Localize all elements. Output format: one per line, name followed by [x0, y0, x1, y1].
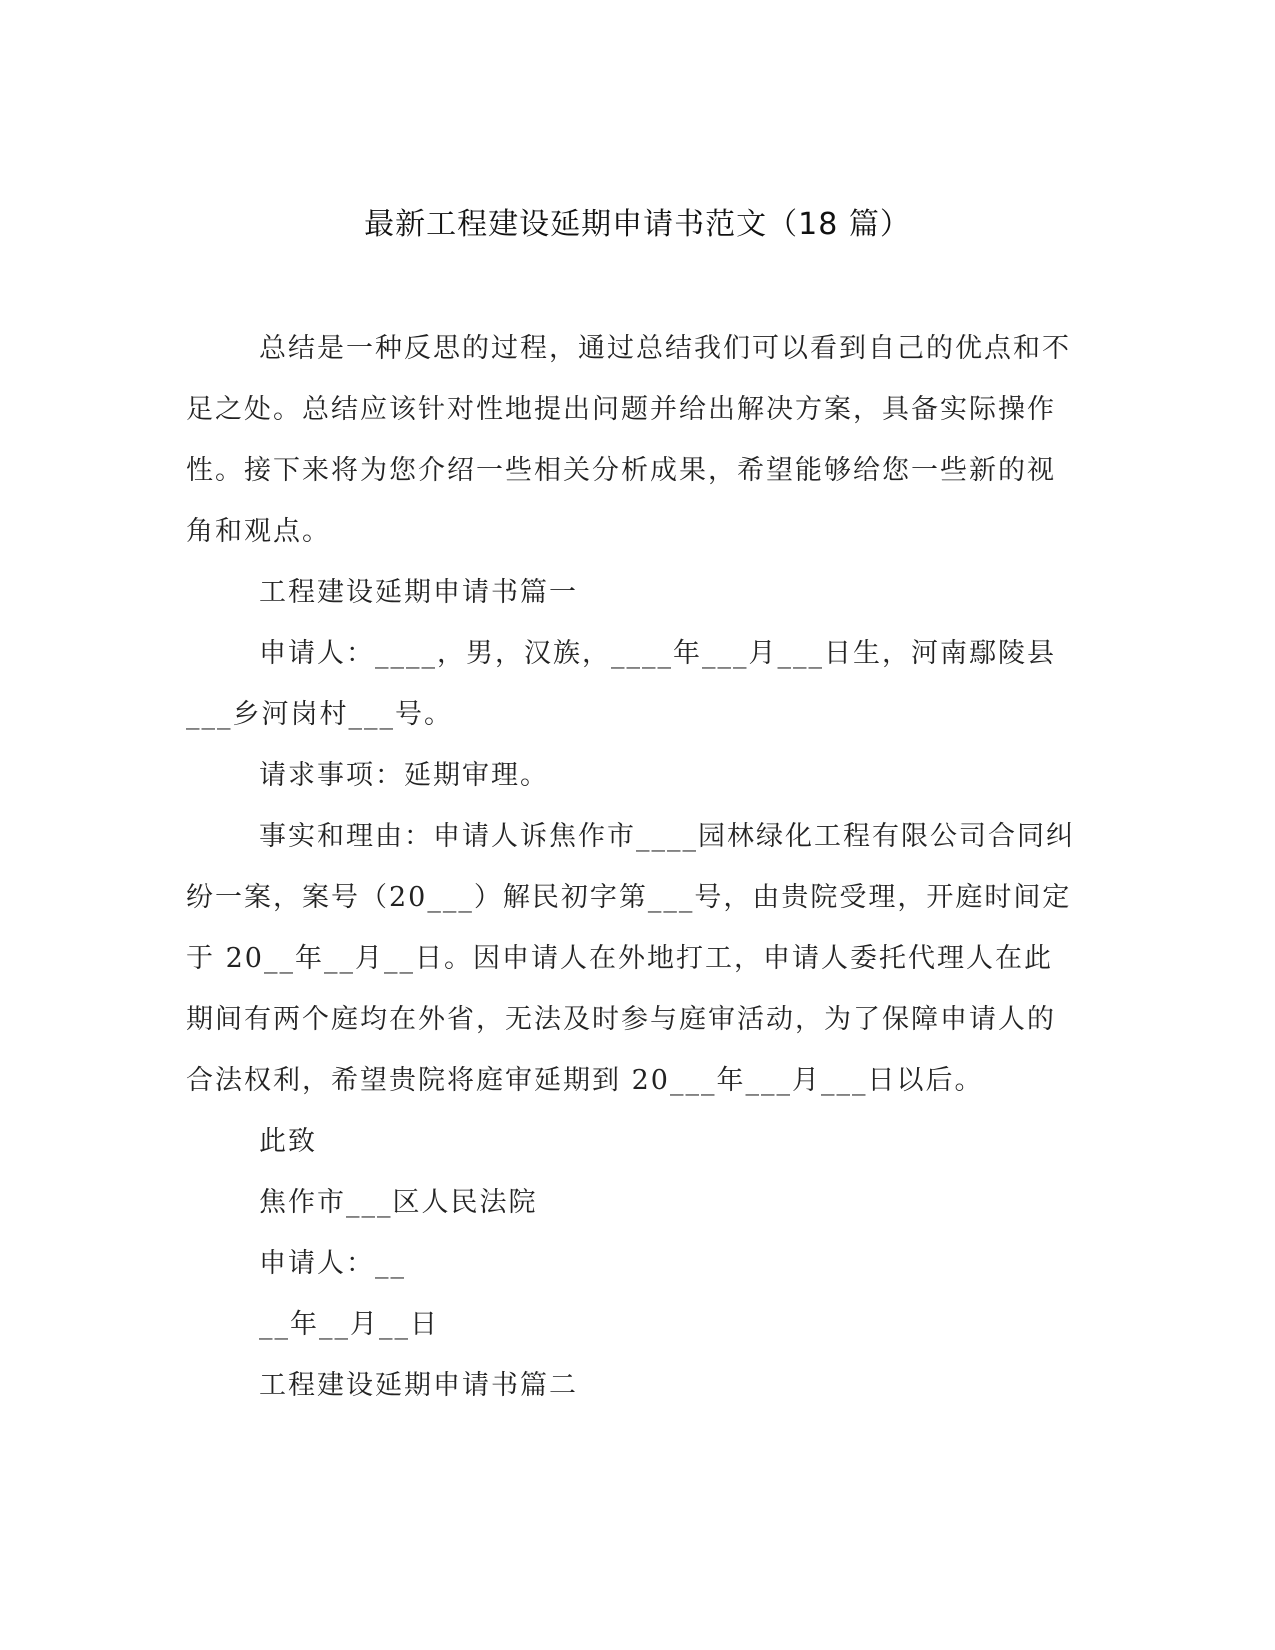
document-body	[186, 318, 1076, 1416]
date-line: __年__月__日	[259, 1309, 439, 1340]
section-heading-1: 工程建设延期申请书篇一	[259, 577, 578, 608]
salutation-line: 此致	[259, 1126, 317, 1157]
recipient-court-line: 焦作市___区人民法院	[259, 1187, 538, 1218]
intro-paragraph: 总结是一种反思的过程，通过总结我们可以看到自己的优点和不足之处。总结应该针对性地提出问题并给出解决方案，具备实际操作性。接下来将为您介绍一些相关分析成果，希望能够给您一些新的视角和观点。	[186, 333, 1071, 547]
facts-reasons-paragraph: 事实和理由：申请人诉焦作市____园林绿化工程有限公司合同纠纷一案，案号（20___）解民初字第___号，由贵院受理，开庭时间定于 20__年__月__日。因申请人在外地打工，申请人委托代理人在此期间有两个庭均在外省，无法及时参与庭审活动，为了保障申请人的合法权利，希望贵院将庭审延期到 20___年___月___日以后。	[186, 821, 1075, 1096]
applicant-signature-line: 申请人：__	[259, 1248, 406, 1279]
request-paragraph: 请求事项：延期审理。	[259, 760, 549, 791]
section-heading-2: 工程建设延期申请书篇二	[259, 1370, 578, 1401]
document-title: 最新工程建设延期申请书范文（18 篇）	[364, 207, 911, 242]
applicant-info-paragraph: 申请人：____，男，汉族，____年___月___日生，河南鄢陵县___乡河岗村___号。	[186, 638, 1056, 730]
